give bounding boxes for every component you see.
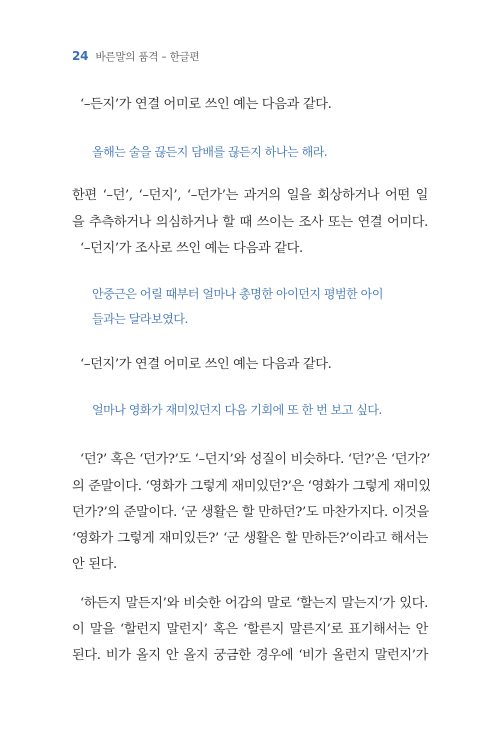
example-sentence: 얼마나 영화가 재미있던지 다음 기회에 또 한 번 보고 싶다. — [92, 403, 382, 417]
paragraph-line: 을 추측하거나 의심하거나 할 때 쓰이는 조사 또는 연결 어미다. — [72, 215, 428, 230]
page-number: 24 — [72, 49, 89, 63]
paragraph-line: ‘–던지’가 조사로 쓰인 예는 다음과 같다. — [80, 241, 303, 256]
paragraph-line: 던가?’의 준말이다. ‘군 생활은 할 만하던?’도 마찬가지다. 이것을 — [72, 505, 429, 520]
paragraph-line: ‘–든지’가 연결 어미로 쓰인 예는 다음과 같다. — [80, 97, 332, 112]
example-sentence: 올해는 술을 끊든지 담배를 끊든지 하나는 해라. — [92, 145, 328, 159]
paragraph-line: ‘던?’ 혹은 ‘던가?’도 ‘–던지’와 성질이 비슷하다. ‘던?’은 ‘던가?’ — [80, 452, 431, 467]
paragraph-line: ‘영화가 그렇게 재미있든?’ ‘군 생활은 할 만하든?’이라고 해서는 — [72, 531, 428, 546]
paragraph-line: 한편 ‘–던’, ‘–던지’, ‘–던가’는 과거의 일을 회상하거나 어떤 일 — [72, 188, 428, 203]
paragraph-line: ‘–던지’가 연결 어미로 쓰인 예는 다음과 같다. — [80, 357, 332, 372]
book-title: 바른말의 품격 – 한글편 — [95, 51, 200, 63]
example-sentence: 안중근은 어릴 때부터 얼마나 총명한 아이던지 평범한 아이 — [92, 287, 383, 301]
example-sentence: 들과는 달라보였다. — [92, 312, 188, 326]
paragraph-line: 안 된다. — [72, 557, 117, 572]
paragraph-line: 이 말을 ‘할런지 말런지’ 혹은 ‘할른지 말른지’로 표기해서는 안 — [72, 622, 428, 637]
paragraph-line: 의 준말이다. ‘영화가 그렇게 재미있던?’은 ‘영화가 그렇게 재미있 — [72, 479, 431, 494]
paragraph-line: 된다. 비가 올지 안 올지 궁금한 경우에 ‘비가 올런지 말런지’가 — [72, 648, 428, 663]
paragraph-line: ‘하든지 말든지’와 비슷한 어감의 말로 ‘할는지 말는지’가 있다. — [80, 596, 428, 611]
running-header — [72, 49, 199, 64]
